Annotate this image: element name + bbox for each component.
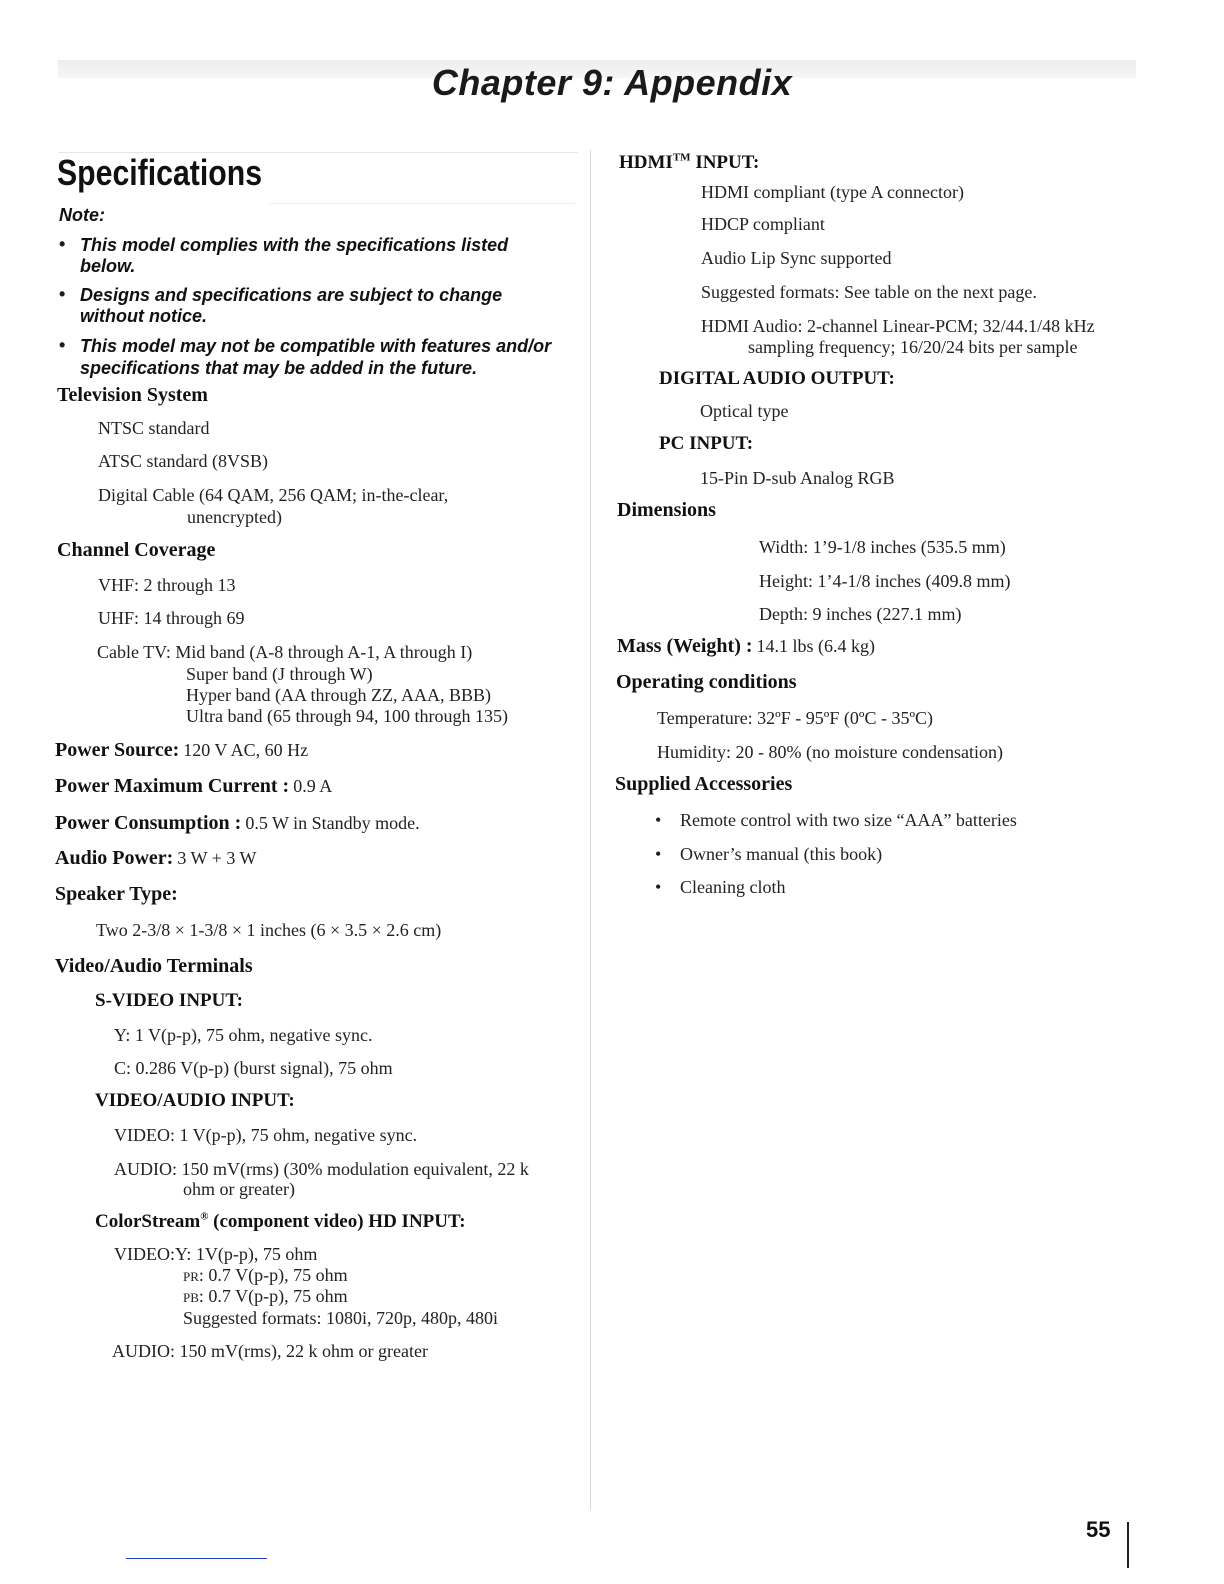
accessories-heading: Supplied Accessories (615, 773, 793, 795)
tv-system-heading: Television System (57, 384, 208, 406)
lip-sync-spec: Audio Lip Sync supported (701, 248, 892, 268)
registered-mark: ® (200, 1210, 209, 1223)
hdmi-compliant-spec: HDMI compliant (type A connector) (701, 182, 964, 202)
cs-video-y-spec: VIDEO:Y: 1V(p-p), 75 ohm (114, 1244, 318, 1264)
cs-audio-spec: AUDIO: 150 mV(rms), 22 k ohm or greater (112, 1341, 428, 1361)
chapter-title: Chapter 9: Appendix (431, 62, 793, 103)
dimensions-heading: Dimensions (617, 499, 716, 521)
va-audio-spec-cont: ohm or greater) (183, 1179, 295, 1199)
page-number: 55 (1086, 1517, 1111, 1542)
cs-pb-spec (183, 1286, 348, 1307)
pc-input-heading: PC INPUT: (659, 433, 754, 454)
vhf-spec: VHF: 2 through 13 (98, 575, 236, 595)
bullet-icon: • (59, 335, 66, 355)
power-current-value: 0.9 A (293, 776, 333, 796)
note-text: This model complies with the specifications listed (80, 235, 509, 255)
note-text: specifications that may be added in the future. (80, 358, 478, 378)
uhf-spec: UHF: 14 through 69 (98, 608, 245, 628)
terminals-heading: Video/Audio Terminals (55, 955, 253, 977)
height-spec: Height: 1’4-1/8 inches (409.8 mm) (759, 571, 1011, 591)
column-divider (590, 150, 591, 1510)
humidity-spec: Humidity: 20 - 80% (no moisture condensation) (657, 742, 1003, 762)
note-text: below. (80, 256, 136, 276)
cs-pr-spec (183, 1265, 348, 1286)
hdmi-title: HDMI (619, 152, 673, 173)
speaker-type-label: Speaker Type: (55, 883, 178, 905)
svideo-y-spec: Y: 1 V(p-p), 75 ohm, negative sync. (114, 1025, 373, 1045)
hdmi-heading (619, 152, 759, 174)
note-label: Note: (59, 205, 105, 225)
video-audio-heading: VIDEO/AUDIO INPUT: (95, 1090, 295, 1111)
audio-power-row (55, 847, 256, 870)
accessory-text: Remote control with two size “AAA” batteries (680, 810, 1017, 830)
bullet-icon: • (655, 810, 662, 830)
hdmi-audio-spec-cont: sampling frequency; 16/20/24 bits per sample (748, 337, 1078, 357)
note-text: without notice. (80, 306, 207, 326)
pr-value: : 0.7 V(p-p), 75 ohm (198, 1265, 348, 1285)
channel-coverage-heading: Channel Coverage (57, 539, 216, 561)
colorstream-heading (95, 1211, 466, 1233)
hdmi-formats-spec: Suggested formats: See table on the next page. (701, 282, 1037, 302)
depth-spec: Depth: 9 inches (227.1 mm) (759, 604, 962, 624)
accessory-text: Owner’s manual (this book) (680, 844, 883, 864)
power-consumption-row (55, 812, 420, 835)
audio-power-label: Audio Power: (55, 847, 174, 869)
hdmi-title-rest: INPUT: (690, 152, 760, 173)
note-text: Designs and specifications are subject to change (80, 285, 503, 305)
power-consumption-label: Power Consumption : (55, 812, 242, 834)
bullet-icon: • (59, 234, 66, 254)
cs-formats-spec: Suggested formats: 1080i, 720p, 480p, 480i (183, 1308, 498, 1328)
note-text: This model may not be compatible with features and/or (80, 336, 552, 356)
power-current-row (55, 775, 332, 798)
audio-power-value: 3 W + 3 W (177, 848, 257, 868)
temperature-spec: Temperature: 32ºF - 95ºF (0ºC - 35ºC) (657, 708, 934, 728)
colorstream-title-rest: (component video) HD INPUT: (208, 1211, 466, 1232)
svideo-c-spec: C: 0.286 V(p-p) (burst signal), 75 ohm (114, 1058, 393, 1078)
mass-label: Mass (Weight) : (617, 635, 753, 657)
power-source-row (55, 739, 308, 762)
colorstream-title: ColorStream (95, 1211, 201, 1232)
section-title: Specifications (57, 152, 263, 193)
power-source-value: 120 V AC, 60 Hz (183, 740, 309, 760)
cable-ultra-band: Ultra band (65 through 94, 100 through 135) (186, 706, 508, 726)
trademark-mark: TM (672, 151, 691, 164)
mass-value: 14.1 lbs (6.4 kg) (756, 636, 876, 656)
cable-hyper-band: Hyper band (AA through ZZ, AAA, BBB) (186, 685, 491, 705)
pr-label: PR (183, 1269, 199, 1284)
pb-value: : 0.7 V(p-p), 75 ohm (198, 1286, 348, 1306)
power-current-label: Power Maximum Current : (55, 775, 290, 797)
digital-audio-value: Optical type (700, 401, 789, 421)
pc-input-value: 15-Pin D-sub Analog RGB (700, 468, 895, 488)
page-edge-bar (1127, 1522, 1129, 1568)
power-consumption-value: 0.5 W in Standby mode. (245, 813, 420, 833)
bullet-icon: • (59, 284, 66, 304)
mass-row (617, 635, 875, 658)
cable-super-band: Super band (J through W) (186, 664, 373, 684)
hdcp-spec: HDCP compliant (701, 214, 825, 234)
va-video-spec: VIDEO: 1 V(p-p), 75 ohm, negative sync. (114, 1125, 418, 1145)
ntsc-spec: NTSC standard (98, 418, 210, 438)
va-audio-spec: AUDIO: 150 mV(rms) (30% modulation equivalent, 22 k (114, 1159, 529, 1179)
digital-cable-spec: Digital Cable (64 QAM, 256 QAM; in-the-clear, (98, 485, 449, 505)
footer-rule (126, 1558, 267, 1559)
bullet-icon: • (655, 877, 662, 897)
digital-audio-heading: DIGITAL AUDIO OUTPUT: (659, 368, 895, 389)
pb-label: PB (183, 1290, 199, 1305)
cable-tv-spec: Cable TV: Mid band (A-8 through A-1, A through I) (97, 642, 473, 662)
power-source-label: Power Source: (55, 739, 180, 761)
operating-conditions-heading: Operating conditions (616, 671, 797, 693)
accessory-text: Cleaning cloth (680, 877, 786, 897)
speaker-type-value: Two 2-3/8 × 1-3/8 × 1 inches (6 × 3.5 × 2.6 cm) (96, 920, 442, 940)
width-spec: Width: 1’9-1/8 inches (535.5 mm) (759, 537, 1006, 557)
divider (270, 203, 575, 204)
hdmi-audio-spec: HDMI Audio: 2-channel Linear-PCM; 32/44.1/48 kHz (701, 316, 1095, 336)
atsc-spec: ATSC standard (8VSB) (98, 451, 268, 471)
svideo-heading: S-VIDEO INPUT: (95, 990, 243, 1011)
digital-cable-spec-cont: unencrypted) (187, 507, 282, 527)
bullet-icon: • (655, 844, 662, 864)
